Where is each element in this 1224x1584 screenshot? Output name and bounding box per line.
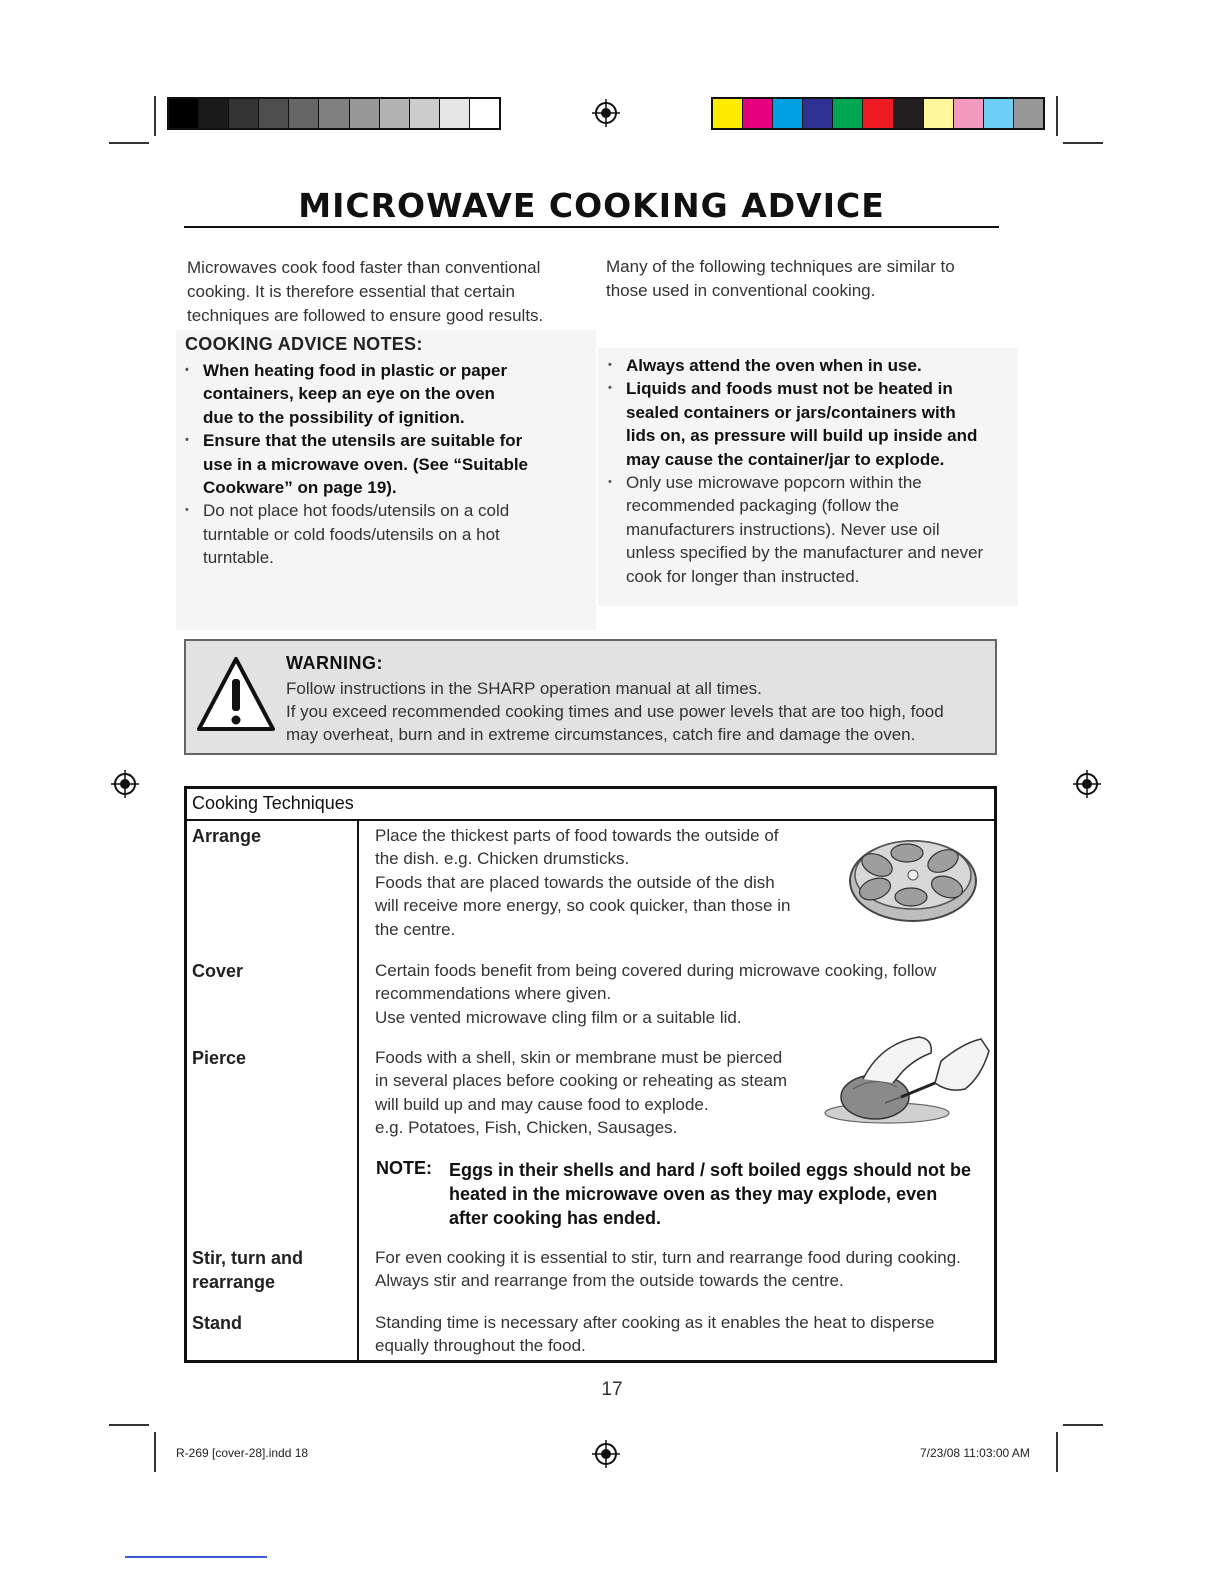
- color-swatch: [743, 99, 773, 128]
- warning-text: may overheat, burn and in extreme circumstances, catch fire and damage the oven.: [286, 725, 916, 744]
- intro-left: [187, 256, 577, 328]
- color-swatch: [1014, 99, 1043, 128]
- table-header-label: Cooking Techniques: [192, 793, 354, 813]
- list-item: [183, 429, 583, 499]
- text-line: Many of the following techniques are similar to: [606, 257, 955, 276]
- color-swatch: [199, 99, 229, 128]
- crop-mark: [109, 142, 149, 144]
- text-line: manufacturers instructions). Never use oil: [626, 519, 940, 539]
- desc-stand: [375, 1311, 990, 1358]
- text-line: Place the thickest parts of food towards the outside of: [375, 826, 779, 845]
- crop-mark: [1063, 1424, 1103, 1426]
- color-swatch: [773, 99, 803, 128]
- page-title: MICROWAVE COOKING ADVICE: [298, 186, 885, 225]
- text-line: sealed containers or jars/containers with: [626, 402, 956, 422]
- text-line: Foods that are placed towards the outside of the dish: [375, 872, 775, 892]
- decorative-line: [125, 1556, 267, 1558]
- text-line: Certain foods benefit from being covered during microwave cooking, follow: [375, 961, 937, 980]
- text-line: use in a microwave oven. (See “Suitable: [203, 454, 529, 474]
- registration-mark-icon: [111, 770, 139, 798]
- warning-title: WARNING:: [286, 653, 383, 673]
- color-swatch: [833, 99, 863, 128]
- color-swatch: [863, 99, 893, 128]
- color-swatch: [924, 99, 954, 128]
- list-item: [183, 359, 583, 429]
- list-item: [606, 471, 1016, 588]
- notes-list-left: [183, 359, 583, 570]
- text-line: • Do not place hot foods/utensils on a cold: [203, 501, 510, 521]
- text-line: recommendations where given.: [375, 984, 612, 1004]
- text-line: due to the possibility of ignition.: [203, 407, 465, 427]
- text-line: will receive more energy, so cook quicker, than those in: [375, 896, 791, 916]
- text-line: turntable.: [203, 548, 274, 568]
- text-line: heated in the microwave oven as they may explode, even: [449, 1184, 938, 1204]
- text-line: Eggs in their shells and hard / soft boiled eggs should not be: [449, 1160, 972, 1180]
- crop-mark: [154, 96, 156, 136]
- file-slug: R-269 [cover-28].indd 18: [176, 1446, 309, 1460]
- text-line: the dish. e.g. Chicken drumsticks.: [375, 849, 630, 869]
- text-line: • Ensure that the utensils are suitable for: [203, 431, 523, 451]
- crop-mark: [1056, 96, 1058, 136]
- term-stir-turn-rearrange: [192, 1246, 303, 1294]
- notes-list-right: [606, 354, 1016, 588]
- cooking-techniques-table: [184, 786, 997, 1363]
- crop-mark: [109, 1424, 149, 1426]
- term-stand: Stand: [192, 1313, 243, 1333]
- text-line: Always stir and rearrange from the outside towards the centre.: [375, 1271, 844, 1291]
- text-line: Foods with a shell, skin or membrane must be pierced: [375, 1048, 783, 1067]
- text-line: For even cooking it is essential to stir, turn and rearrange food during cooking.: [375, 1248, 961, 1267]
- note-text: [449, 1158, 989, 1230]
- color-swatch: [984, 99, 1014, 128]
- color-swatch: [803, 99, 833, 128]
- term-arrange: Arrange: [192, 826, 262, 846]
- color-swatch: [894, 99, 924, 128]
- text-line: e.g. Potatoes, Fish, Chicken, Sausages.: [375, 1118, 678, 1138]
- color-swatch: [289, 99, 319, 128]
- text-line: the centre.: [375, 919, 456, 939]
- warning-box: [184, 639, 997, 755]
- text-line: • When heating food in plastic or paper: [203, 361, 508, 380]
- crop-mark: [1063, 142, 1103, 144]
- text-line: Stir, turn and: [192, 1248, 304, 1268]
- desc-cover: [375, 959, 990, 1029]
- text-line: cook for longer than instructed.: [626, 566, 860, 586]
- warning-text: If you exceed recommended cooking times and use power levels that are too high, food: [286, 702, 944, 721]
- text-line: lids on, as pressure will build up inside and: [626, 426, 978, 446]
- text-line: after cooking has ended.: [449, 1208, 662, 1228]
- text-line: techniques are followed to ensure good results.: [187, 306, 544, 325]
- color-swatch: [319, 99, 349, 128]
- text-line: unless specified by the manufacturer and never: [626, 543, 984, 563]
- grayscale-calibration-bar: [167, 97, 501, 130]
- text-line: Microwaves cook food faster than conventional: [187, 258, 541, 277]
- color-swatch: [169, 99, 199, 128]
- text-line: rearrange: [192, 1272, 276, 1292]
- column-divider: [357, 819, 359, 1360]
- color-swatch: [259, 99, 289, 128]
- crop-mark: [1056, 1432, 1058, 1472]
- text-line: • Only use microwave popcorn within the: [626, 473, 922, 493]
- text-line: may cause the container/jar to explode.: [626, 449, 945, 469]
- registration-mark-icon: [592, 99, 620, 127]
- intro-right: [606, 255, 1006, 303]
- text-line: equally throughout the food.: [375, 1336, 586, 1356]
- list-item: [606, 354, 1016, 377]
- warning-text: Follow instructions in the SHARP operation manual at all times.: [286, 679, 762, 698]
- notes-heading: COOKING ADVICE NOTES:: [185, 334, 423, 354]
- color-swatch: [440, 99, 470, 128]
- table-header: [187, 789, 994, 821]
- registration-mark-icon: [592, 1440, 620, 1468]
- text-line: cooking. It is therefore essential that certain: [187, 282, 515, 301]
- list-item: [183, 499, 583, 569]
- text-line: • Always attend the oven when in use.: [626, 356, 922, 375]
- text-line: will build up and may cause food to explode.: [375, 1094, 709, 1114]
- desc-stir-turn-rearrange: [375, 1246, 995, 1293]
- text-line: containers, keep an eye on the oven: [203, 384, 495, 404]
- arranged-drumsticks-dish-illustration: [847, 831, 979, 923]
- desc-pierce: [375, 1046, 815, 1140]
- color-swatch: [410, 99, 440, 128]
- list-item: [606, 377, 1016, 471]
- text-line: • Liquids and foods must not be heated in: [626, 379, 953, 399]
- text-line: Cookware” on page 19).: [203, 478, 397, 498]
- color-swatch: [470, 99, 499, 128]
- color-calibration-bar: [711, 97, 1045, 130]
- crop-mark: [154, 1432, 156, 1472]
- text-line: Standing time is necessary after cooking as it enables the heat to disperse: [375, 1313, 935, 1332]
- color-swatch: [229, 99, 259, 128]
- term-pierce: Pierce: [192, 1048, 247, 1068]
- text-line: in several places before cooking or reheating as steam: [375, 1071, 788, 1091]
- color-swatch: [350, 99, 380, 128]
- term-cover: Cover: [192, 961, 244, 981]
- warning-triangle-icon: [196, 655, 276, 735]
- text-line: Use vented microwave cling film or a suitable lid.: [375, 1007, 742, 1027]
- color-swatch: [954, 99, 984, 128]
- text-line: those used in conventional cooking.: [606, 281, 876, 300]
- color-swatch: [380, 99, 410, 128]
- registration-mark-icon: [1073, 770, 1101, 798]
- page-number: 17: [601, 1379, 623, 1400]
- note-label: NOTE:: [376, 1158, 432, 1178]
- color-swatch: [713, 99, 743, 128]
- desc-arrange: [375, 824, 825, 941]
- title-rule: [184, 226, 999, 228]
- date-slug: 7/23/08 11:03:00 AM: [920, 1446, 1030, 1460]
- piercing-potato-illustration: [823, 1031, 991, 1129]
- text-line: turntable or cold foods/utensils on a hot: [203, 524, 500, 544]
- text-line: recommended packaging (follow the: [626, 496, 900, 516]
